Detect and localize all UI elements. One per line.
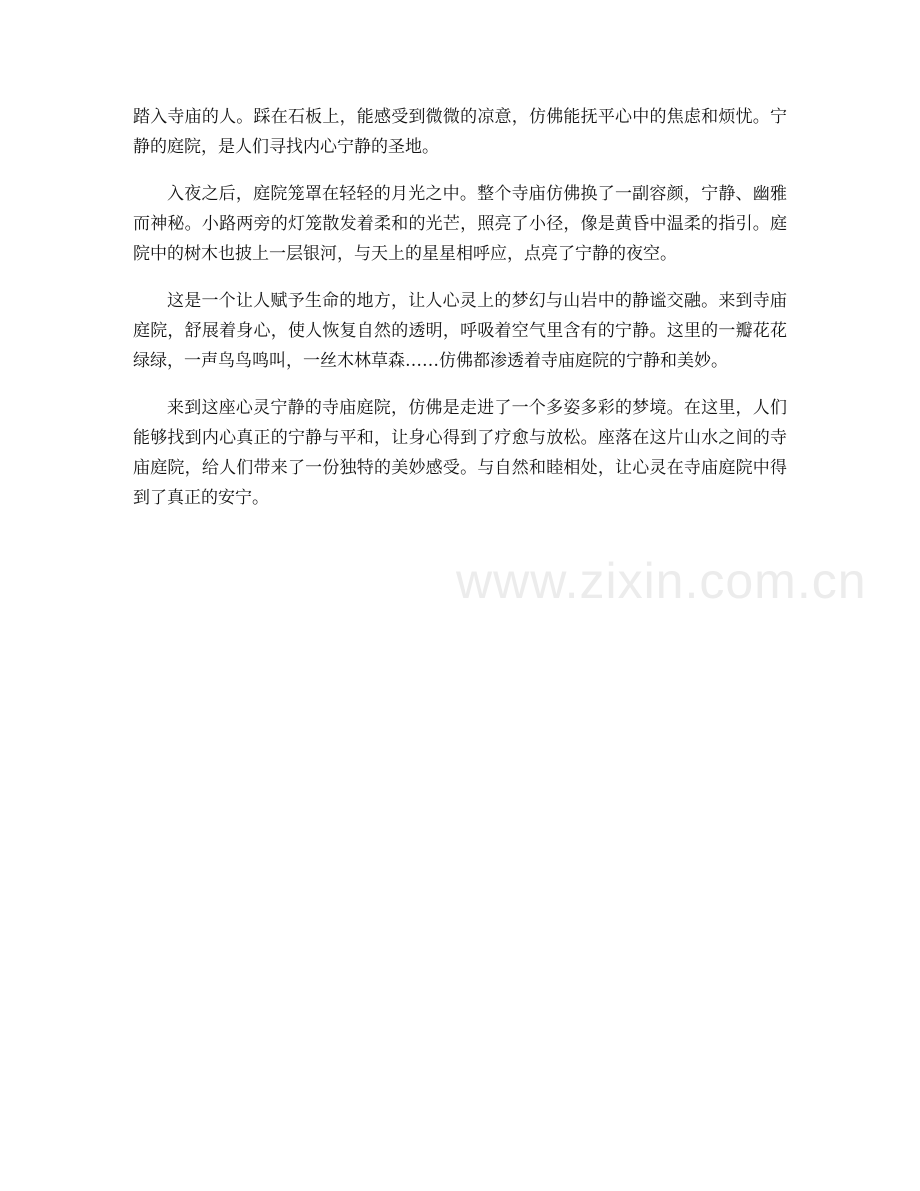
paragraph-4: 来到这座心灵宁静的寺庙庭院，仿佛是走进了一个多姿多彩的梦境。在这里，人们能够找到内心真正的宁静与平和，让身心得到了疗愈与放松。座落在这片山水之间的寺庙庭院，给人们带来了一份独特的美妙感受。与自然和睦相处，让心灵在寺庙庭院中得到了真正的安宁。 xyxy=(133,398,787,508)
document-body xyxy=(133,102,787,530)
paragraph-2: 入夜之后，庭院笼罩在轻轻的月光之中。整个寺庙仿佛换了一副容颜，宁静、幽雅而神秘。小路两旁的灯笼散发着柔和的光芒，照亮了小径，像是黄昏中温柔的指引。庭院中的树木也披上一层银河，与天上的星星相呼应，点亮了宁静的夜空。 xyxy=(133,184,787,264)
watermark: www.zixin.com.cn xyxy=(456,553,867,609)
paragraph-1: 踏入寺庙的人。踩在石板上，能感受到微微的凉意，仿佛能抚平心中的焦虑和烦忧。宁静的庭院，是人们寻找内心宁静的圣地。 xyxy=(133,107,787,157)
paragraph-3: 这是一个让人赋予生命的地方，让人心灵上的梦幻与山岩中的静谧交融。来到寺庙庭院，舒展着身心，使人恢复自然的透明，呼吸着空气里含有的宁静。这里的一瓣花花绿绿，一声鸟鸟鸣叫，一丝木林草森……仿佛都渗透着寺庙庭院的宁静和美妙。 xyxy=(133,291,787,371)
